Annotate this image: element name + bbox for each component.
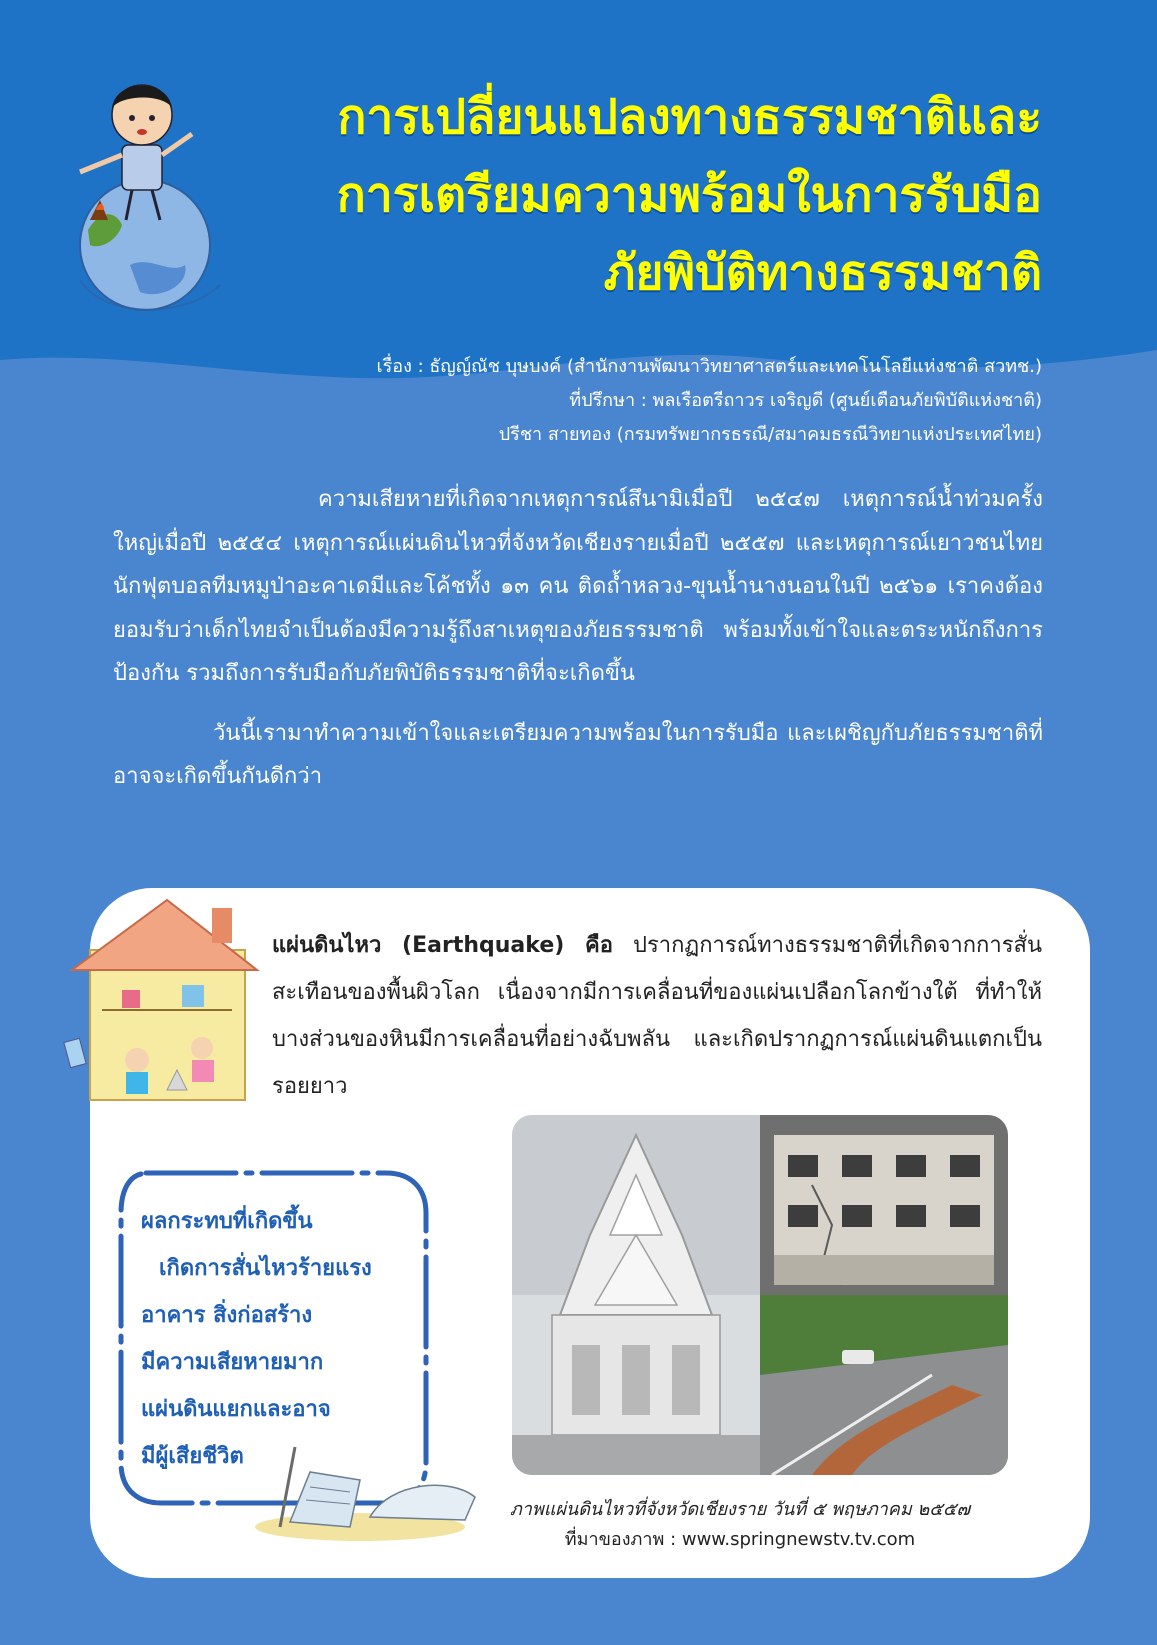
caption-line-1: ภาพแผ่นดินไหวที่จังหวัดเชียงราย วันที่ ๕ พฤษภาคม ๒๕๕๗	[509, 1499, 971, 1520]
earthquake-term: แผ่นดินไหว (Earthquake) คือ	[272, 933, 613, 958]
intro-paragraph-2: วันนี้เรามาทำความเข้าใจและเตรียมความพร้อมในการรับมือ และเผชิญกับภัยธรรมชาติที่อาจจะเกิดขึ้นกันดีกว่า	[113, 720, 1043, 789]
impact-line-1: เกิดการสั่นไหวร้ายแรง	[159, 1256, 372, 1281]
intro-text	[113, 478, 1043, 799]
earthquake-definition-text: ปรากฏการณ์ทางธรรมชาติที่เกิดจากการสั่นสะเทือนของพื้นผิวโลก เนื่องจากมีการเคลื่อนที่ของแผ่นเปลือกโลกข้างใต้ ที่ทำให้บางส่วนของหินมีการเคลื่อนที่อย่างฉับพลัน และเกิดปรากฏการณ์แผ่นดินแตกเป็นรอยยาว	[272, 933, 1042, 1099]
page-title	[142, 78, 1042, 312]
credit-author: เรื่อง : ธัญญ์ณัช บุษบงค์ (สำนักงานพัฒนาวิทยาศาสตร์และเทคโนโลยีแห่งชาติ สวทช.)	[376, 356, 1042, 377]
earthquake-definition	[272, 922, 1042, 1110]
impact-line-4: แผ่นดินแยกและอาจ	[141, 1397, 331, 1422]
impact-text	[141, 1198, 421, 1480]
credit-advisor-2: ปรีชา สายทอง (กรมทรัพยากรธรณี/สมาคมธรณีวิทยาแห่งประเทศไทย)	[498, 424, 1042, 445]
photo-caption	[440, 1495, 1040, 1555]
impact-line-2: อาคาร สิ่งก่อสร้าง	[141, 1303, 313, 1328]
credit-advisor: ที่ปรึกษา : พลเรือตรีถาวร เจริญดี (ศูนย์เตือนภัยพิบัติแห่งชาติ)	[569, 390, 1042, 411]
impact-line-5: มีผู้เสียชีวิต	[141, 1444, 244, 1469]
title-line-1: การเปลี่ยนแปลงทางธรรมชาติและ	[337, 89, 1042, 145]
caption-source: ที่มาของภาพ : www.springnewstv.tv.com	[564, 1529, 916, 1550]
house-illustration	[62, 890, 262, 1105]
credits	[142, 350, 1042, 452]
intro-paragraph-1: ความเสียหายที่เกิดจากเหตุการณ์สึนามิเมื่อปี ๒๕๔๗ เหตุการณ์น้ำท่วมครั้งใหญ่เมื่อปี ๒๕๕๔ เหตุการณ์แผ่นดินไหวที่จังหวัดเชียงรายเมื่อปี ๒๕๕๗ และเหตุการณ์เยาวชนไทยนักฟุตบอลทีมหมูป่าอะคาเดมีและโค้ชทั้ง ๑๓ คน ติดถ้ำหลวง-ขุนน้ำนางนอนในปี ๒๕๖๑ เราคงต้องยอมรับว่าเด็กไทยจำเป็นต้องมีความรู้ถึงสาเหตุของภัยธรรมชาติ พร้อมทั้งเข้าใจและตระหนักถึงการป้องกัน รวมถึงการรับมือกับภัยพิบัติธรรมชาติที่จะเกิดขึ้น	[113, 487, 1043, 686]
impact-line-3: มีความเสียหายมาก	[141, 1350, 324, 1375]
earthquake-photo-collage	[512, 1115, 1008, 1475]
title-line-3: ภัยพิบัติทางธรรมชาติ	[603, 245, 1042, 301]
impact-heading: ผลกระทบที่เกิดขึ้น	[141, 1209, 313, 1234]
title-line-2: การเตรียมความพร้อมในการรับมือ	[336, 167, 1042, 223]
